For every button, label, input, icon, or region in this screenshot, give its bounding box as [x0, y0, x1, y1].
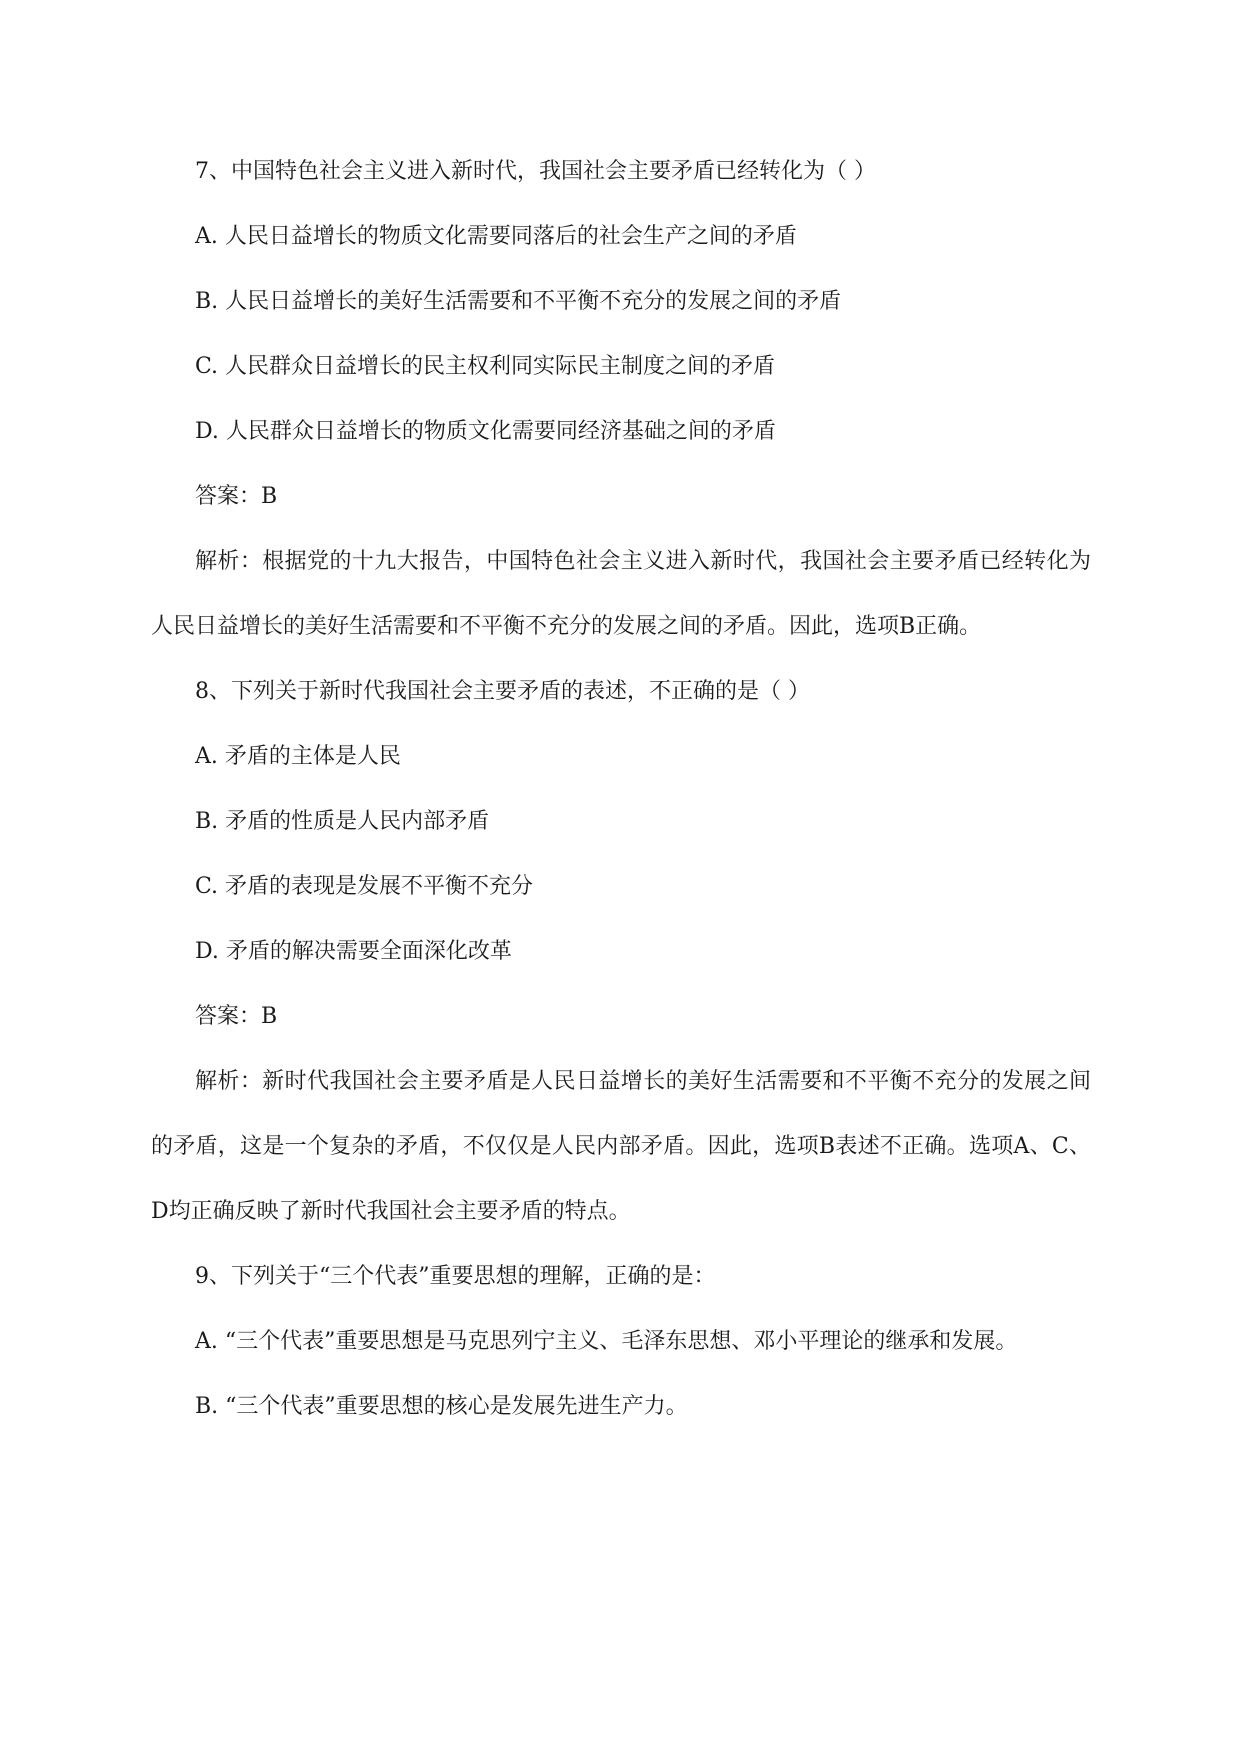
question-8-option-a: A. 矛盾的主体是人民 — [195, 744, 401, 769]
question-8-stem: 8、下列关于新时代我国社会主要矛盾的表述，不正确的是（ ） — [195, 679, 810, 704]
question-8-option-c: C. 矛盾的表现是发展不平衡不充分 — [195, 874, 534, 899]
question-7-option-a: A. 人民日益增长的物质文化需要同落后的社会生产之间的矛盾 — [195, 224, 797, 249]
question-8-answer: 答案：B — [195, 1004, 278, 1029]
question-7-answer: 答案：B — [195, 484, 278, 509]
question-9-option-b: B. “三个代表”重要思想的核心是发展先进生产力。 — [195, 1394, 688, 1419]
question-7-option-d: D. 人民群众日益增长的物质文化需要同经济基础之间的矛盾 — [195, 419, 776, 444]
question-9-option-a: A. “三个代表”重要思想是马克思列宁主义、毛泽东思想、邓小平理论的继承和发展。 — [195, 1329, 1018, 1354]
question-7-option-c: C. 人民群众日益增长的民主权利同实际民主制度之间的矛盾 — [195, 354, 776, 379]
question-7-stem: 7、中国特色社会主义进入新时代，我国社会主要矛盾已经转化为（ ） — [195, 159, 876, 184]
document-body — [151, 139, 1091, 1439]
question-7-option-b: B. 人民日益增长的美好生活需要和不平衡不充分的发展之间的矛盾 — [195, 289, 842, 314]
question-8-option-b: B. 矛盾的性质是人民内部矛盾 — [195, 809, 490, 834]
question-7-explanation: 解析：根据党的十九大报告，中国特色社会主义进入新时代，我国社会主要矛盾已经转化为人民日益增长的美好生活需要和不平衡不充分的发展之间的矛盾。因此，选项B正确。 — [151, 549, 1091, 639]
question-8-explanation: 解析：新时代我国社会主要矛盾是人民日益增长的美好生活需要和不平衡不充分的发展之间的矛盾，这是一个复杂的矛盾，不仅仅是人民内部矛盾。因此，选项B表述不正确。选项A、C、D均正确反映了新时代我国社会主要矛盾的特点。 — [151, 1069, 1091, 1224]
question-8-option-d: D. 矛盾的解决需要全面深化改革 — [195, 939, 512, 964]
question-9-stem: 9、下列关于“三个代表”重要思想的理解，正确的是： — [195, 1264, 716, 1289]
